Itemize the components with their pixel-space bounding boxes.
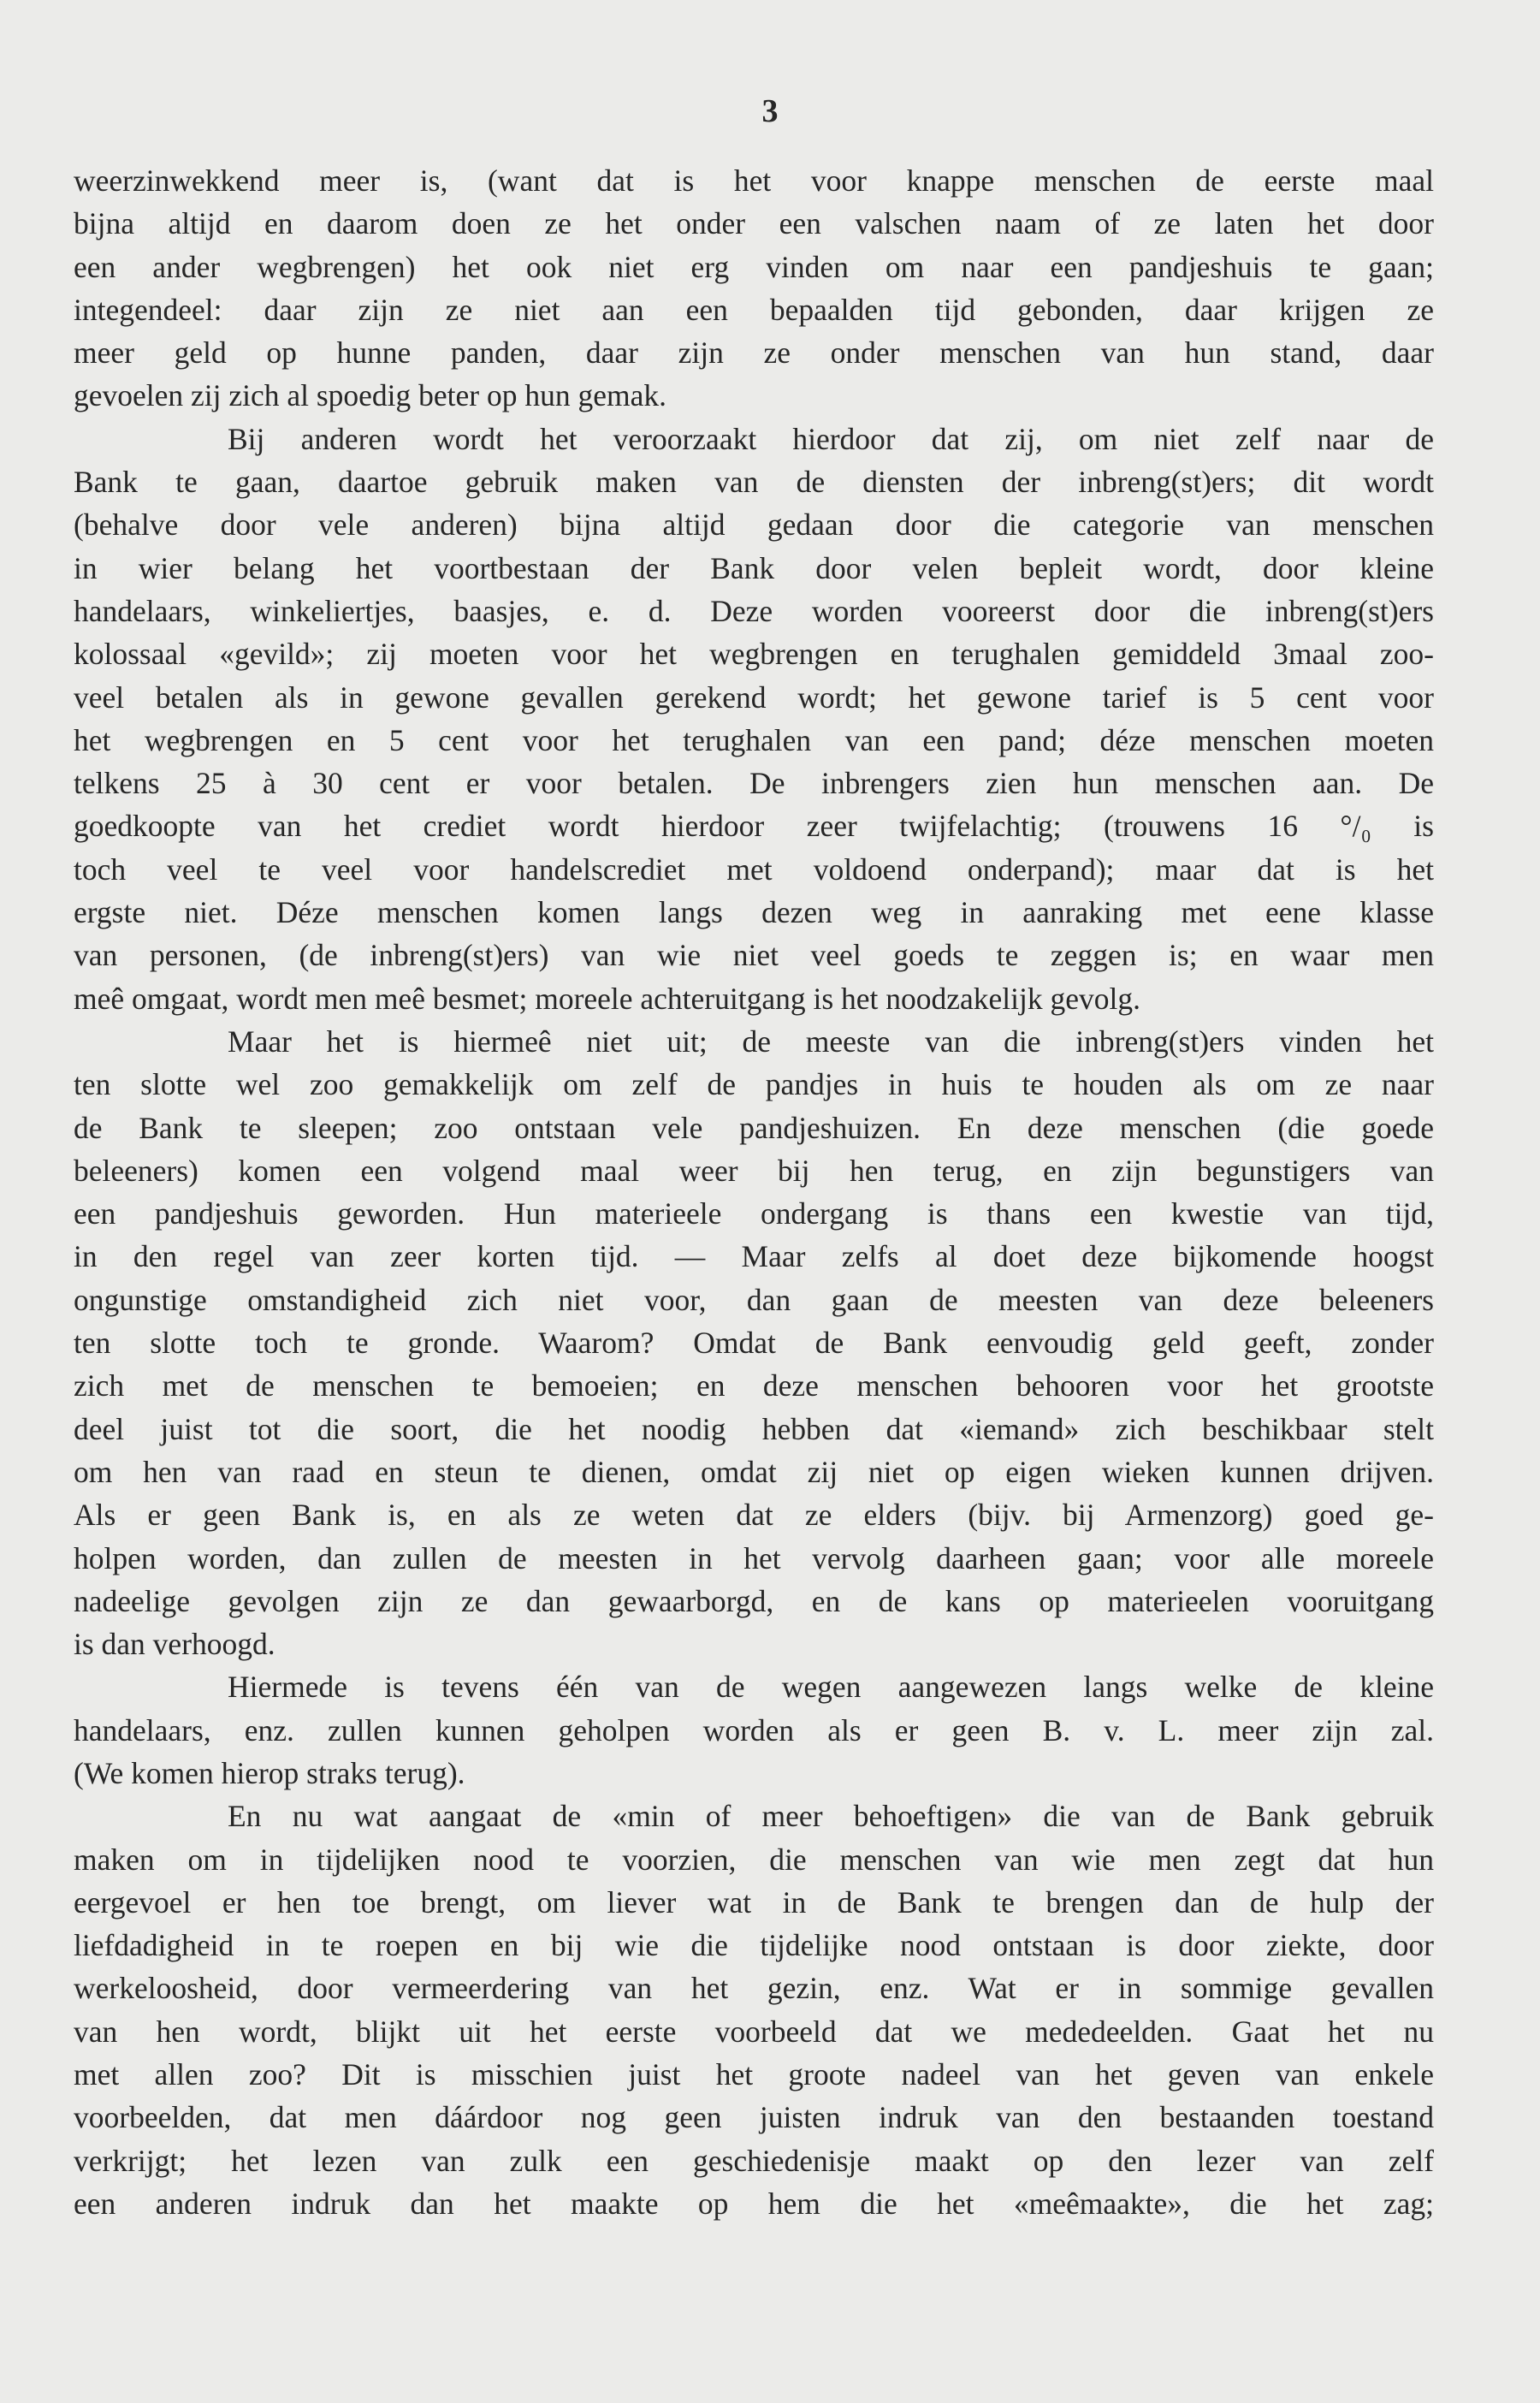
text-line: ergste niet. Déze menschen komen langs dezen weg in aanraking met eene klasse: [74, 895, 1434, 930]
text-line: een ander wegbrengen) het ook niet erg vinden om naar een pandjeshuis te gaan;: [74, 249, 1434, 284]
text-line: nadeelige gevolgen zijn ze dan gewaarborgd, en de kans op materieelen vooruitgang: [74, 1583, 1434, 1618]
text-line: (behalve door vele anderen) bijna altijd gedaan door die categorie van menschen: [74, 507, 1434, 543]
text-line: weerzinwekkend meer is, (want dat is het voor knappe menschen de eerste maal: [74, 163, 1434, 198]
text-line: holpen worden, dan zullen de meesten in het vervolg daarheen gaan; voor alle moreele: [74, 1540, 1434, 1575]
text-line: telkens 25 à 30 cent er voor betalen. De inbrengers zien hun menschen aan. De: [74, 766, 1434, 801]
text-line: veel betalen als in gewone gevallen gerekend wordt; het gewone tarief is 5 cent voor: [74, 679, 1434, 715]
text-line: Hiermede is tevens één van de wegen aangewezen langs welke de kleine: [228, 1670, 1434, 1705]
text-line: Als er geen Bank is, en als ze weten dat ze elders (bijv. bij Armenzorg) goed ge-: [74, 1498, 1434, 1533]
text-line: handelaars, enz. zullen kunnen geholpen worden als er geen B. v. L. meer zijn zal.: [74, 1712, 1434, 1747]
text-line: een anderen indruk dan het maakte op hem die het «meêmaakte», die het zag;: [74, 2186, 1434, 2221]
text-line: En nu wat aangaat de «min of meer behoeftigen» die van de Bank gebruik: [228, 1799, 1434, 1834]
text-line: beleeners) komen een volgend maal weer bij hen terug, en zijn begunstigers van: [74, 1153, 1434, 1188]
text-line: verkrijgt; het lezen van zulk een geschiedenisje maakt op den lezer van zelf: [74, 2143, 1434, 2178]
text-line: ten slotte toch te gronde. Waarom? Omdat de Bank eenvoudig geld geeft, zonder: [74, 1326, 1434, 1361]
text-line: Maar het is hiermeê niet uit; de meeste van die inbreng(st)ers vinden het: [228, 1024, 1434, 1059]
page-number: 3: [761, 93, 779, 129]
text-line: met allen zoo? Dit is misschien juist het groote nadeel van het geven van enkele: [74, 2057, 1434, 2092]
text-line: (We komen hierop straks terug).: [74, 1755, 465, 1790]
text-line: van hen wordt, blijkt uit het eerste voorbeeld dat we mededeelden. Gaat het nu: [74, 2014, 1434, 2049]
body-text: [74, 159, 1434, 2225]
text-line: Bank te gaan, daartoe gebruik maken van de diensten der inbreng(st)ers; dit wordt: [74, 465, 1434, 500]
text-line: het wegbrengen en 5 cent voor het terughalen van een pand; déze menschen moeten: [74, 722, 1434, 757]
text-line: kolossaal «gevild»; zij moeten voor het wegbrengen en terughalen gemiddeld 3maal zoo-: [74, 637, 1434, 672]
text-line: van personen, (de inbreng(st)ers) van wie niet veel goeds te zeggen is; en waar men: [74, 938, 1434, 973]
text-line: werkeloosheid, door vermeerdering van het gezin, enz. Wat er in sommige gevallen: [74, 1971, 1434, 2006]
text-line: ten slotte wel zoo gemakkelijk om zelf de pandjes in huis te houden als om ze naar: [74, 1067, 1434, 1102]
text-line: Bij anderen wordt het veroorzaakt hierdoor dat zij, om niet zelf naar de: [228, 421, 1434, 456]
text-line: bijna altijd en daarom doen ze het onder een valschen naam of ze laten het door: [74, 206, 1434, 241]
text-line: de Bank te sleepen; zoo ontstaan vele pandjeshuizen. En deze menschen (die goede: [74, 1110, 1434, 1145]
text-line: goedkoopte van het crediet wordt hierdoor zeer twijfelachtig; (trouwens 16 °/₀ is: [74, 809, 1434, 844]
text-line: zich met de menschen te bemoeien; en deze menschen behooren voor het grootste: [74, 1368, 1434, 1403]
text-line: handelaars, winkeliertjes, baasjes, e. d. Deze worden vooreerst door die inbreng(st)ers: [74, 593, 1434, 628]
text-line: gevoelen zij zich al spoedig beter op hun gemak.: [74, 378, 666, 413]
text-line: liefdadigheid in te roepen en bij wie die tijdelijke nood ontstaan is door ziekte, door: [74, 1928, 1434, 1963]
text-line: deel juist tot die soort, die het noodig hebben dat «iemand» zich beschikbaar stelt: [74, 1411, 1434, 1446]
text-line: meer geld op hunne panden, daar zijn ze onder menschen van hun stand, daar: [74, 335, 1434, 371]
text-line: in den regel van zeer korten tijd. — Maar zelfs al doet deze bijkomende hoogst: [74, 1239, 1434, 1274]
text-line: om hen van raad en steun te dienen, omdat zij niet op eigen wieken kunnen drijven.: [74, 1454, 1434, 1489]
text-line: integendeel: daar zijn ze niet aan een bepaalden tijd gebonden, daar krijgen ze: [74, 292, 1434, 327]
text-line: voorbeelden, dat men dáárdoor nog geen juisten indruk van den bestaanden toestand: [74, 2100, 1434, 2135]
text-line: toch veel te veel voor handelscrediet met voldoend onderpand); maar dat is het: [74, 851, 1434, 887]
text-line: in wier belang het voortbestaan der Bank door velen bepleit wordt, door kleine: [74, 550, 1434, 585]
text-line: is dan verhoogd.: [74, 1627, 275, 1662]
text-line: een pandjeshuis geworden. Hun materieele ondergang is thans een kwestie van tijd,: [74, 1196, 1434, 1231]
text-line: meê omgaat, wordt men meê besmet; moreele achteruitgang is het noodzakelijk gevolg.: [74, 981, 1141, 1016]
text-line: ongunstige omstandigheid zich niet voor, dan gaan de meesten van deze beleeners: [74, 1282, 1434, 1317]
text-line: eergevoel er hen toe brengt, om liever wat in de Bank te brengen dan de hulp der: [74, 1884, 1434, 1919]
text-line: maken om in tijdelijken nood te voorzien, die menschen van wie men zegt dat hun: [74, 1842, 1434, 1877]
